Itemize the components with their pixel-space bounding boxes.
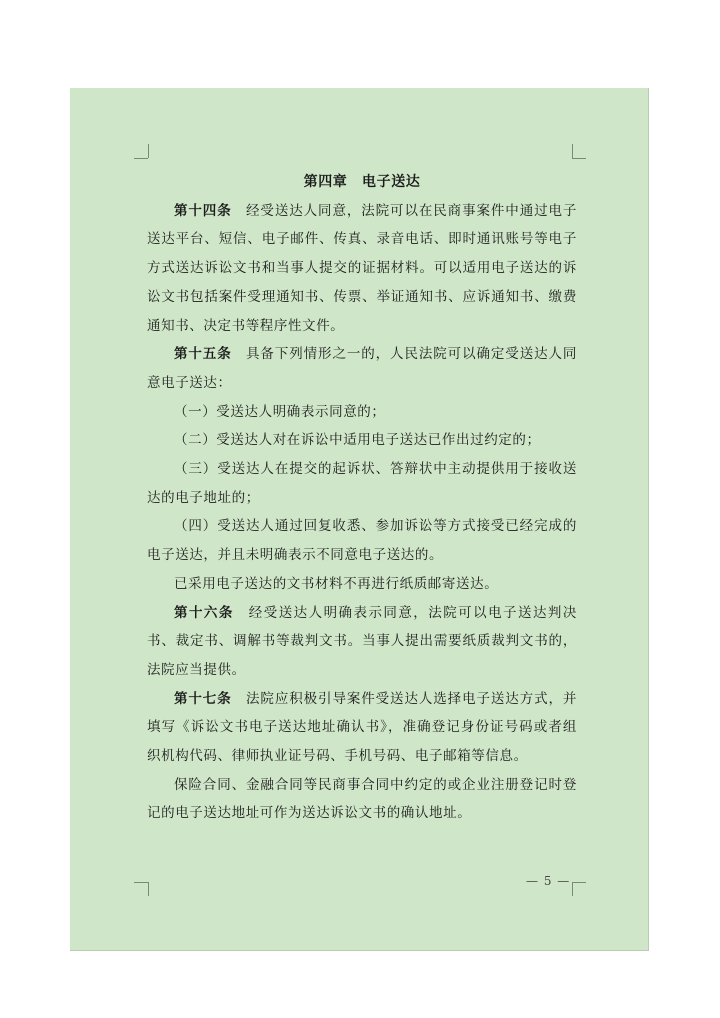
crop-mark-bottom-right bbox=[572, 882, 586, 883]
crop-mark-top-left bbox=[134, 158, 148, 159]
crop-mark-top-right bbox=[572, 144, 573, 158]
article-17 bbox=[147, 685, 577, 771]
article-text: 具备下列情形之一的，人民法院可以确定受送达人同意电子送达： bbox=[147, 346, 577, 391]
crop-mark-bottom-left bbox=[134, 882, 148, 883]
article-15-note: 已采用电子送达的文书材料不再进行纸质邮寄送达。 bbox=[174, 575, 499, 592]
article-lead: 第十五条 bbox=[174, 346, 232, 363]
article-16 bbox=[147, 599, 577, 685]
chapter-title: 第四章 电子送达 bbox=[303, 174, 421, 190]
article-lead: 第十七条 bbox=[174, 690, 232, 707]
article-15 bbox=[147, 340, 577, 397]
document-page bbox=[70, 88, 649, 951]
article-lead: 第十四条 bbox=[174, 202, 232, 219]
crop-mark-top-right bbox=[572, 158, 586, 159]
list-item-3: （三）受送达人在提交的起诉状、答辩状中主动提供用于接收送达的电子地址的； bbox=[147, 461, 577, 506]
article-17-note: 保险合同、金融合同等民商事合同中约定的或企业注册登记时登记的电子送达地址可作为送达诉讼文书的确认地址。 bbox=[147, 776, 577, 822]
document-body bbox=[147, 168, 577, 828]
list-item-2: （二）受送达人对在诉讼中适用电子送达已作出过约定的； bbox=[174, 432, 541, 449]
crop-mark-bottom-right bbox=[572, 882, 573, 896]
list-item-1: （一）受送达人明确表示同意的； bbox=[174, 403, 386, 420]
article-text: 法院应积极引导案件受送达人选择电子送达方式，并填写《诉讼文书电子送达地址确认书》，准确登记身份证号码或者组织机构代码、律师执业证号码、手机号码、电子邮箱等信息。 bbox=[147, 690, 577, 765]
article-text: 经受送达人同意，法院可以在民商事案件中通过电子送达平台、短信、电子邮件、传真、录音电话、即时通讯账号等电子方式送达诉讼文书和当事人提交的证据材料。可以适用电子送达的诉讼文书包括案件受理通知书、传票、举证通知书、应诉通知书、缴费通知书、决定书等程序性文件。 bbox=[147, 202, 577, 334]
article-lead: 第十六条 bbox=[174, 604, 234, 621]
article-text: 经受送达人明确表示同意，法院可以电子送达判决书、裁定书、调解书等裁判文书。当事人提出需要纸质裁判文书的，法院应当提供。 bbox=[147, 604, 577, 678]
list-item-4: （四）受送达人通过回复收悉、参加诉讼等方式接受已经完成的电子送达，并且未明确表示不同意电子送达的。 bbox=[147, 518, 577, 564]
page-number: — 5 — bbox=[526, 874, 571, 888]
crop-mark-top-left bbox=[148, 144, 149, 158]
crop-mark-bottom-left bbox=[148, 882, 149, 896]
article-14 bbox=[147, 197, 577, 341]
